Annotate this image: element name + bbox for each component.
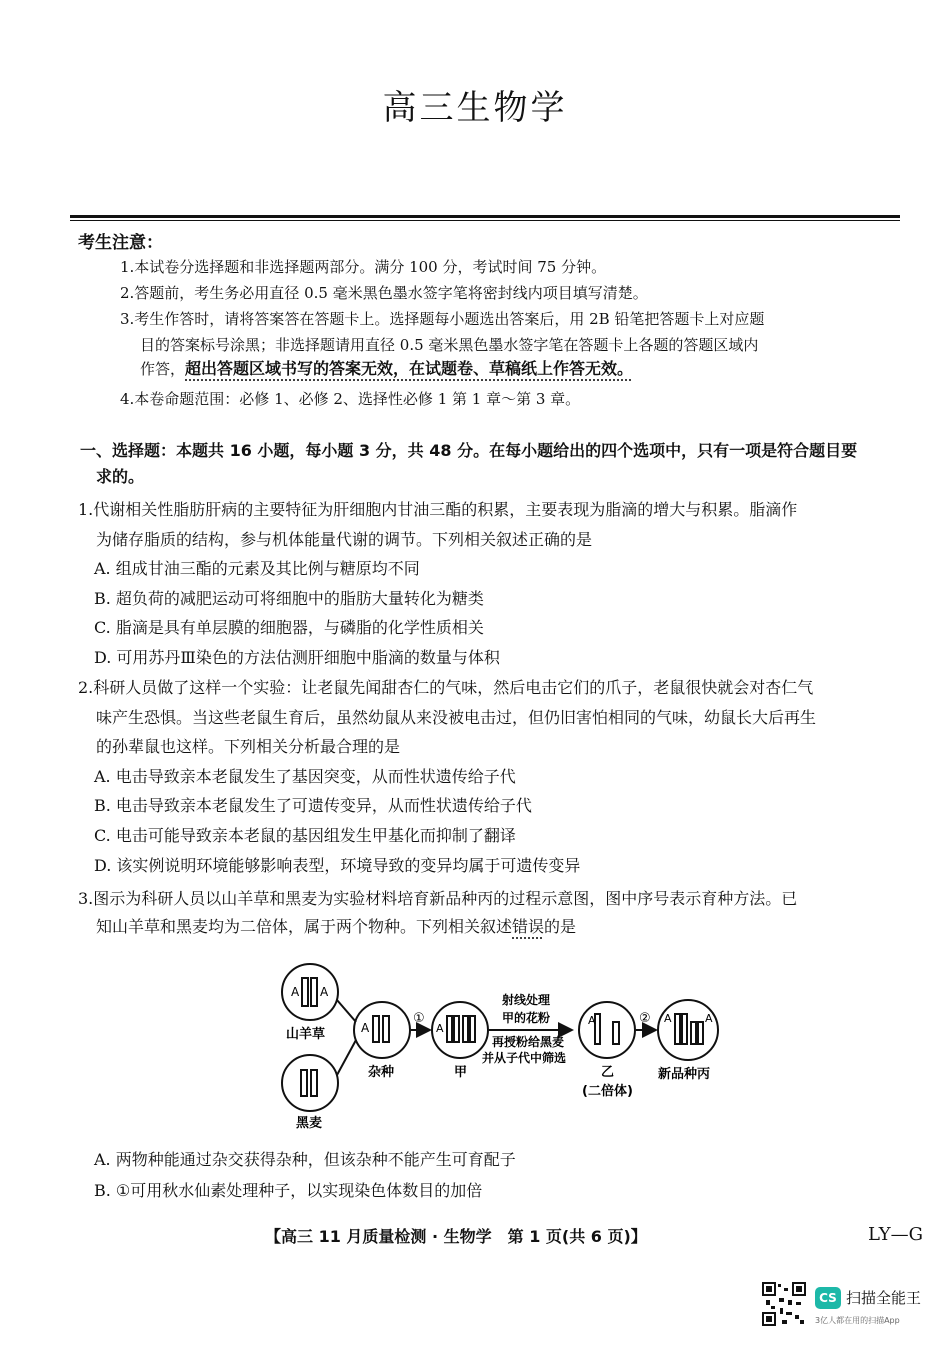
label-arrow-bottom-1: 再授粉给黑麦 (492, 1035, 565, 1049)
notice-item-1: 1.本试卷分选择题和非选择题两部分。满分 100 分，考试时间 75 分钟。 (120, 258, 607, 276)
label-arrow-bottom-2: 并从子代中筛选 (482, 1051, 567, 1065)
label-arrow-top-2: 甲的花粉 (502, 1011, 551, 1025)
q2-option-c: C. 电击可能导致亲本老鼠的基因组发生甲基化而抑制了翻译 (94, 826, 516, 845)
q3-stem-line-1: 3.图示为科研人员以山羊草和黑麦为实验材料培育新品种丙的过程示意图，图中序号表示育种方法。已 (78, 889, 798, 908)
page-footer: 【高三 11 月质量检测 · 生物学 第 1 页(共 6 页)】 (265, 1227, 647, 1246)
gene-label-a: A (664, 1012, 672, 1025)
bing-cell (658, 1000, 718, 1060)
gene-label-a: A (320, 985, 329, 999)
label-yi-note: (二倍体) (582, 1084, 633, 1099)
label-yi: 乙 (601, 1065, 615, 1080)
q2-stem-line-1: 2.科研人员做了这样一个实验：让老鼠先闻甜杏仁的气味，然后电击它们的爪子，老鼠很快就会对杏仁气 (78, 678, 814, 697)
zazhong-cell (354, 1002, 410, 1058)
q3-option-b: B. ①可用秋水仙素处理种子，以实现染色体数目的加倍 (94, 1181, 483, 1200)
breeding-diagram (270, 960, 730, 1135)
section-heading-line-2: 求的。 (96, 467, 145, 486)
q3-stem-line-2-end: 的是 (544, 917, 577, 936)
notice-emphasis: 超出答题区域书写的答案无效，在试题卷、草稿纸上作答无效。 (185, 359, 634, 378)
gene-label-a: A (291, 985, 300, 999)
notice-heading: 考生注意： (78, 233, 163, 253)
q2-option-a: A. 电击导致亲本老鼠发生了基因突变，从而性状遗传给子代 (94, 767, 516, 786)
q3-emphasis-wrong: 错误 (512, 917, 545, 936)
notice-item-3-line-3-start: 作答， (140, 360, 186, 378)
q1-option-b: B. 超负荷的减肥运动可将细胞中的脂肪大量转化为糖类 (94, 589, 484, 608)
q3-option-a: A. 两物种能通过杂交获得杂种，但该杂种不能产生可育配子 (94, 1150, 516, 1169)
label-step-2: ② (639, 1011, 651, 1026)
gene-label-a: A (705, 1012, 713, 1025)
scanner-tagline: 3亿人都在用的扫描App (815, 1316, 900, 1325)
section-heading-line-1: 一、选择题：本题共 16 小题，每小题 3 分，共 48 分。在每小题给出的四个选项中，只有一项是符合题目要 (80, 441, 858, 460)
label-step-1: ① (413, 1011, 425, 1026)
page-title: 高三生物学 (382, 88, 568, 128)
q2-option-d: D. 该实例说明环境能够影响表型，环境导致的变异均属于可遗传变异 (94, 856, 581, 875)
camscanner-logo-icon: CS (815, 1287, 841, 1309)
header-rule-thick (70, 215, 900, 218)
notice-item-3-line-3 (140, 356, 633, 382)
label-zazhong: 杂种 (368, 1065, 395, 1080)
q1-stem-line-2: 为储存脂质的结构，参与机体能量代谢的调节。下列相关叙述正确的是 (96, 530, 593, 549)
jia-cell (432, 1002, 488, 1058)
q2-stem-line-3: 的孙辈鼠也这样。下列相关分析最合理的是 (96, 737, 401, 756)
label-jia: 甲 (454, 1065, 468, 1080)
shanyangcao-cell (282, 964, 338, 1020)
yi-cell (579, 1002, 635, 1058)
scanner-app-name: 扫描全能王 (846, 1289, 922, 1307)
gene-label-a: A (436, 1022, 444, 1035)
connector-line (337, 1000, 356, 1022)
label-heimai: 黑麦 (296, 1116, 323, 1131)
label-arrow-top-1: 射线处理 (502, 993, 551, 1007)
header-rule-thin (70, 220, 900, 221)
q1-option-c: C. 脂滴是具有单层膜的细胞器，与磷脂的化学性质相关 (94, 618, 484, 637)
notice-item-4: 4.本卷命题范围：必修 1、必修 2、选择性必修 1 第 1 章～第 3 章。 (120, 390, 581, 408)
gene-label-a: A (361, 1021, 370, 1035)
q1-stem-line-1: 1.代谢相关性脂肪肝病的主要特征为肝细胞内甘油三酯的积累，主要表现为脂滴的增大与积累。脂滴作 (78, 500, 798, 519)
paper-code: LY—G (868, 1224, 924, 1245)
notice-item-2: 2.答题前，考生务必用直径 0.5 毫米黑色墨水签字笔将密封线内项目填写清楚。 (120, 284, 648, 302)
notice-item-3-line-1: 3.考生作答时，请将答案答在答题卡上。选择题每小题选出答案后，用 2B 铅笔把答题卡上对应题 (120, 310, 765, 328)
q2-option-b: B. 电击导致亲本老鼠发生了可遗传变异，从而性状遗传给子代 (94, 796, 532, 815)
q1-option-a: A. 组成甘油三酯的元素及其比例与糖原均不同 (94, 559, 420, 578)
connector-line (337, 1040, 356, 1075)
q3-stem-line-2-start: 知山羊草和黑麦均为二倍体，属于两个物种。下列相关叙述 (96, 917, 513, 936)
notice-item-3-line-2: 目的答案标号涂黑；非选择题请用直径 0.5 毫米黑色墨水签字笔在答题卡上各题的答题区域内 (140, 336, 759, 354)
q2-stem-line-2: 味产生恐惧。当这些老鼠生育后，虽然幼鼠从来没被电击过，但仍旧害怕相同的气味，幼鼠长大后再生 (96, 708, 817, 727)
label-shanyangcao: 山羊草 (286, 1027, 326, 1042)
label-bing: 新品种丙 (658, 1067, 711, 1082)
q1-option-d: D. 可用苏丹Ⅲ染色的方法估测肝细胞中脂滴的数量与体积 (94, 648, 500, 667)
gene-label-a: A (588, 1014, 596, 1027)
q3-stem-line-2 (96, 914, 576, 937)
qr-code-icon (762, 1282, 806, 1326)
heimai-cell (282, 1055, 338, 1111)
